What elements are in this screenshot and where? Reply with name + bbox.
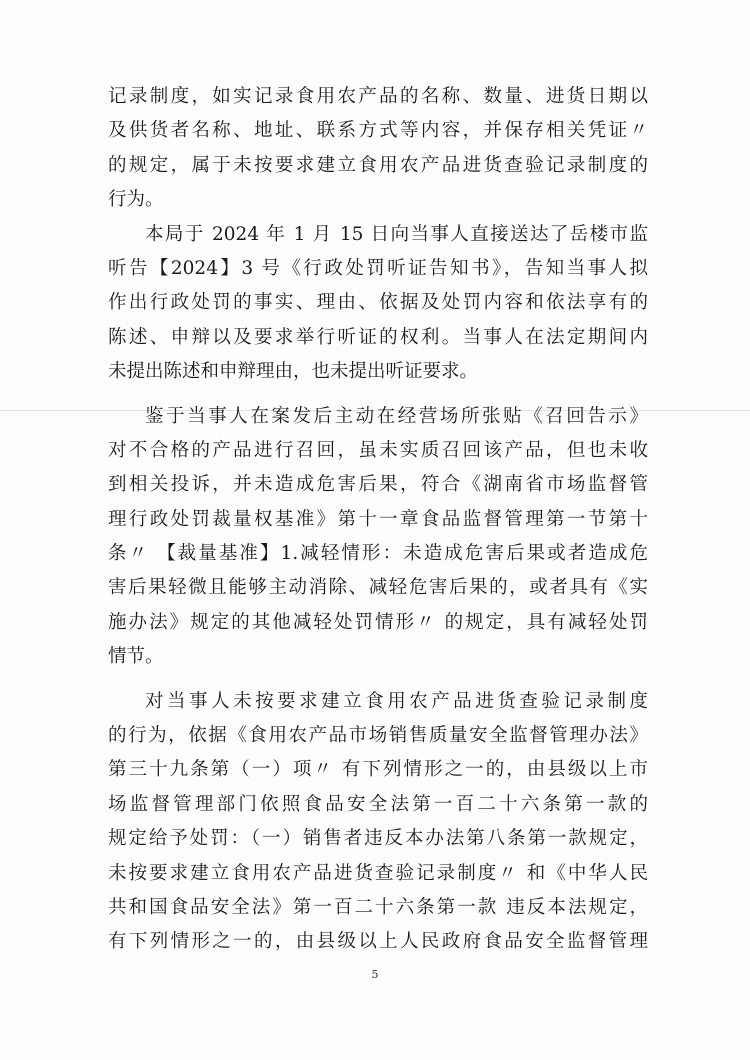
- text-line: 未按要求建立食用农产品进货查验记录制度〃 和《中华人民: [108, 862, 648, 884]
- text-line: 未提出陈述和申辩理由，也未提出听证要求。: [108, 361, 479, 383]
- paragraph-2: [108, 218, 648, 390]
- text-line: 规定给予处罚：（一）销售者违反本办法第八条第一款规定，: [108, 828, 648, 850]
- text-line: 施办法》规定的其他减轻处罚情形〃 的规定，具有减轻处罚: [108, 611, 648, 633]
- text-line: 场监督管理部门依照食品安全法第一百二十六条第一款的: [108, 793, 648, 815]
- text-line: 陈述、申辩以及要求举行听证的权利。当事人在法定期间内: [108, 326, 648, 348]
- text-line: 情节。: [108, 646, 164, 668]
- text-line: 共和国食品安全法》第一百二十六条第一款 违反本法规定，: [108, 896, 648, 918]
- text-line: 有下列情形之一的，由县级以上人民政府食品安全监督管理: [108, 931, 648, 953]
- text-line: 害后果轻微且能够主动消除、减轻危害后果的，或者具有《实: [108, 577, 648, 599]
- text-line: 对不合格的产品进行召回，虽未实质召回该产品，但也未收: [108, 439, 648, 461]
- text-line: 理行政处罚裁量权基准》第十一章食品监督管理第一节第十: [108, 508, 648, 530]
- text-line: 作出行政处罚的事实、理由、依据及处罚内容和依法享有的: [108, 292, 648, 314]
- text-line: 条〃 【裁量基准】1.减轻情形：未造成危害后果或者造成危: [108, 543, 648, 565]
- text-line: 的规定，属于未按要求建立食用农产品进货查验记录制度的: [108, 154, 648, 176]
- paragraph-4: [108, 685, 648, 960]
- document-body: [108, 80, 648, 960]
- text-line: 本局于 2024 年 1 月 15 日向当事人直接送达了岳楼市监: [145, 223, 648, 245]
- page-number: 5: [371, 968, 379, 981]
- paragraph-3: [108, 400, 648, 675]
- text-line: 及供货者名称、地址、联系方式等内容，并保存相关凭证〃: [108, 120, 648, 142]
- paragraph-1: [108, 80, 648, 218]
- text-line: 第三十九条第（一）项〃 有下列情形之一的，由县级以上市: [108, 759, 648, 781]
- text-line: 对当事人未按要求建立食用农产品进货查验记录制度: [145, 690, 648, 712]
- text-line: 记录制度，如实记录食用农产品的名称、数量、进货日期以: [108, 86, 648, 107]
- text-line: 到相关投诉，并未造成危害后果，符合《湖南省市场监督管: [108, 474, 648, 496]
- text-line: 行为。: [108, 189, 164, 211]
- text-line: 的行为，依据《食用农产品市场销售质量安全监督管理办法》: [108, 725, 648, 747]
- text-line: 听告【2024】3 号《行政处罚听证告知书》，告知当事人拟: [108, 257, 648, 279]
- text-line: 鉴于当事人在案发后主动在经营场所张贴《召回告示》: [145, 405, 648, 427]
